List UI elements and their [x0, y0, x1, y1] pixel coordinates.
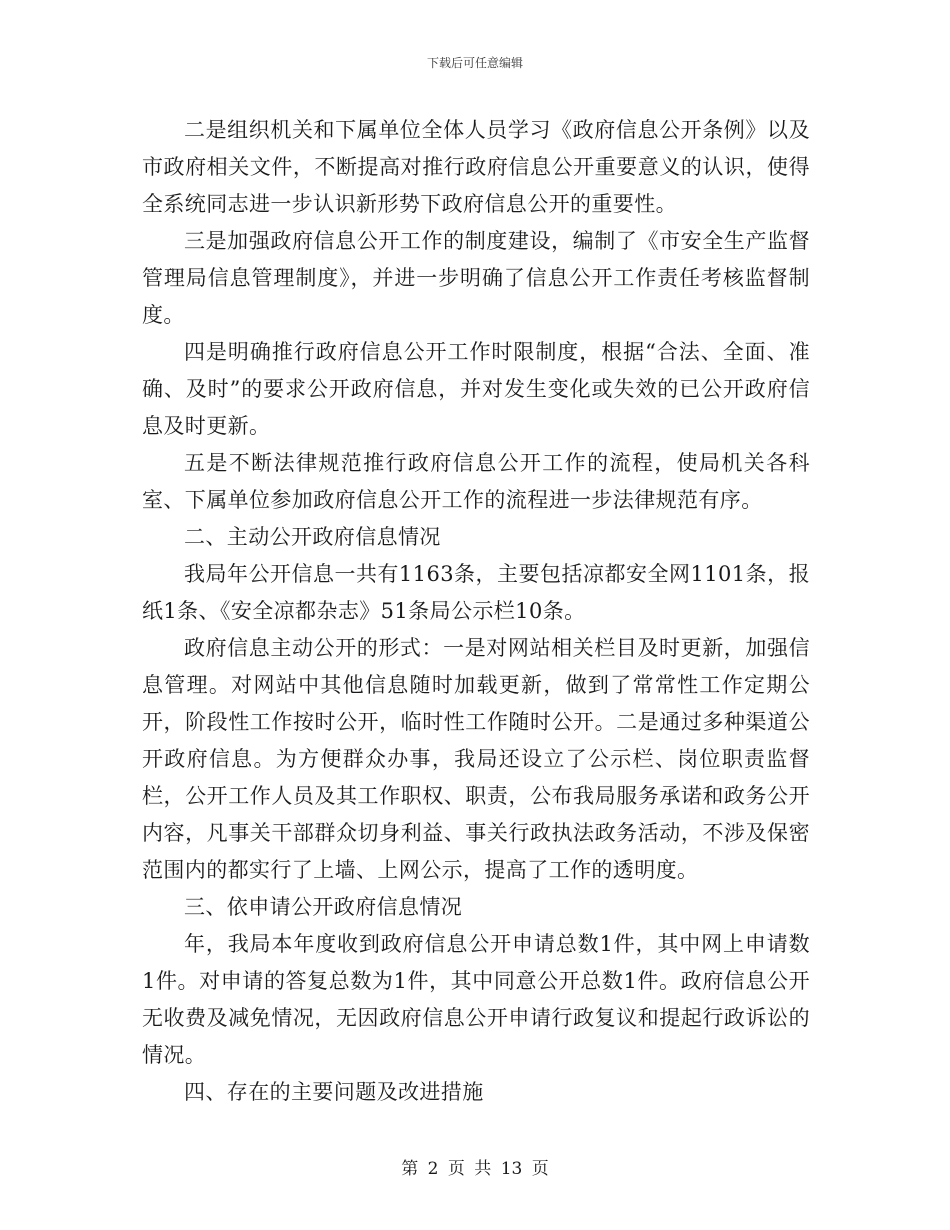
section-heading-proactive-disclosure: 二、主动公开政府信息情况 — [184, 525, 441, 549]
paragraph-time-limit: 四是明确推行政府信息公开工作时限制度，根据“合法、全面、准确、及时”的要求公开政府信息，并对发生变化或失效的已公开政府信息及时更新。 — [142, 340, 810, 438]
paragraph-request-stats: 年，我局本年度收到政府信息公开申请总数1件，其中网上申请数1件。对申请的答复总数为1件，其中同意公开总数1件。政府信息公开无收费及减免情况，无因政府信息公开申请行政复议和提起行政诉讼的情况。 — [142, 932, 810, 1067]
paragraph-disclosure-count: 我局年公开信息一共有1163条，主要包括凉都安全网1101条，报纸1条、《安全凉都杂志》51条局公示栏10条。 — [142, 562, 810, 623]
section-heading-problems: 四、存在的主要问题及改进措施 — [184, 1080, 484, 1104]
section-heading-request-disclosure: 三、依申请公开政府信息情况 — [184, 895, 463, 919]
paragraph-disclosure-forms: 政府信息主动公开的形式：一是对网站相关栏目及时更新，加强信息管理。对网站中其他信息随时加载更新，做到了常常性工作定期公开，阶段性工作按时公开，临时性工作随时公开。二是通过多种渠道公开政府信息。为方便群众办事，我局还设立了公示栏、岗位职责监督栏，公开工作人员及其工作职权、职责，公布我局服务承诺和政务公开内容，凡事关干部群众切身利益、事关行政执法政务活动，不涉及保密范围内的都实行了上墙、上网公示，提高了工作的透明度。 — [142, 636, 810, 882]
document-body — [142, 112, 810, 1111]
page-number: 第 2 页 共 13 页 — [401, 1159, 549, 1179]
page-header-note: 下载后可任意编辑 — [426, 56, 523, 70]
paragraph-process: 五是不断法律规范推行政府信息公开工作的流程，使局机关各科室、下属单位参加政府信息公开工作的流程进一步法律规范有序。 — [142, 451, 810, 512]
paragraph-system-building: 三是加强政府信息公开工作的制度建设，编制了《市安全生产监督管理局信息管理制度》，并进一步明确了信息公开工作责任考核监督制度。 — [142, 229, 810, 327]
paragraph-training: 二是组织机关和下属单位全体人员学习《政府信息公开条例》以及市政府相关文件，不断提高对推行政府信息公开重要意义的认识，使得全系统同志进一步认识新形势下政府信息公开的重要性。 — [142, 118, 810, 216]
